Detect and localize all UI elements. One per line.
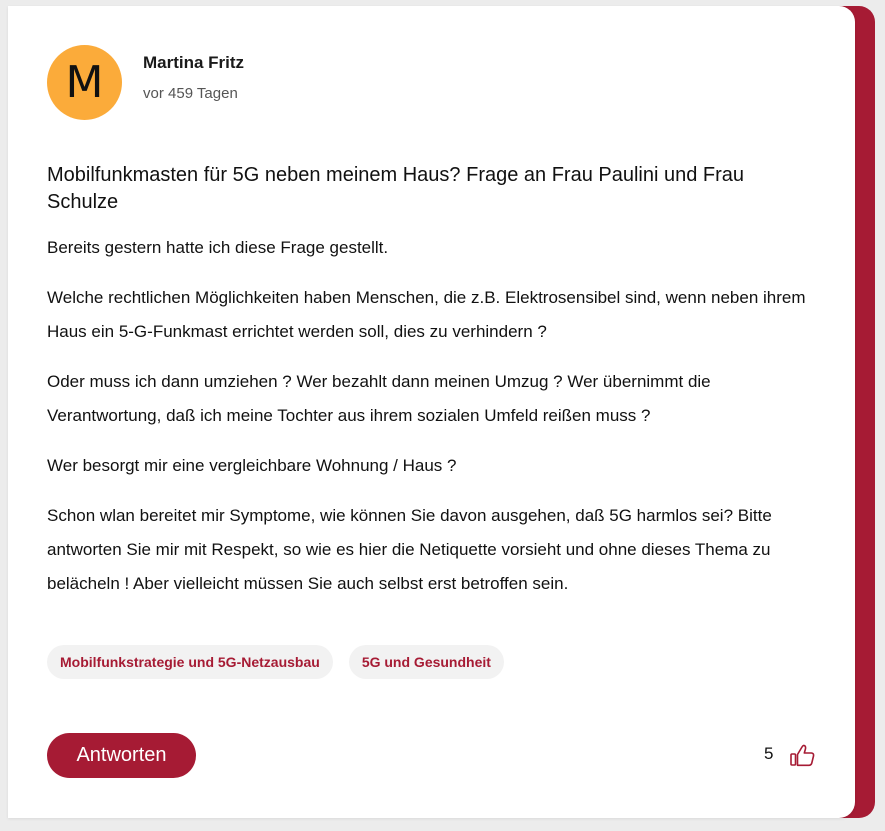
avatar: M [47, 45, 122, 120]
post-paragraph: Bereits gestern hatte ich diese Frage gestellt. [47, 238, 389, 257]
reply-button[interactable]: Antworten [47, 733, 196, 778]
post-body [47, 231, 827, 601]
post-paragraph: Oder muss ich dann umziehen ? Wer bezahlt dann meinen Umzug ? Wer übernimmt die Verantwortung, daß ich meine Tochter aus ihrem sozialen Umfeld reißen muss ? [47, 372, 711, 425]
post-paragraph: Wer besorgt mir eine vergleichbare Wohnung / Haus ? [47, 456, 457, 475]
author-name[interactable]: Martina Fritz [143, 53, 245, 72]
post-time: vor 459 Tagen [143, 85, 238, 102]
tag-list [47, 645, 504, 679]
thumbs-up-icon[interactable] [789, 741, 817, 769]
like-count: 5 [764, 744, 774, 763]
post-title: Mobilfunkmasten für 5G neben meinem Haus? Frage an Frau Paulini und Frau Schulze [47, 164, 745, 213]
tag-mobilfunkstrategie[interactable]: Mobilfunkstrategie und 5G-Netzausbau [47, 645, 333, 679]
post-paragraph: Welche rechtlichen Möglichkeiten haben Menschen, die z.B. Elektrosensibel sind, wenn neben ihrem Haus ein 5-G-Funkmast errichtet werden soll, dies zu verhindern ? [47, 288, 806, 341]
post-paragraph: Schon wlan bereitet mir Symptome, wie können Sie davon ausgehen, daß 5G harmlos sei? Bitte antworten Sie mir mit Respekt, so wie es hier die Netiquette vorsieht und ohne dieses Thema zu belächeln ! Aber vielleicht müssen Sie auch selbst erst betroffen sein. [47, 506, 772, 593]
tag-5g-gesundheit[interactable]: 5G und Gesundheit [349, 645, 504, 679]
